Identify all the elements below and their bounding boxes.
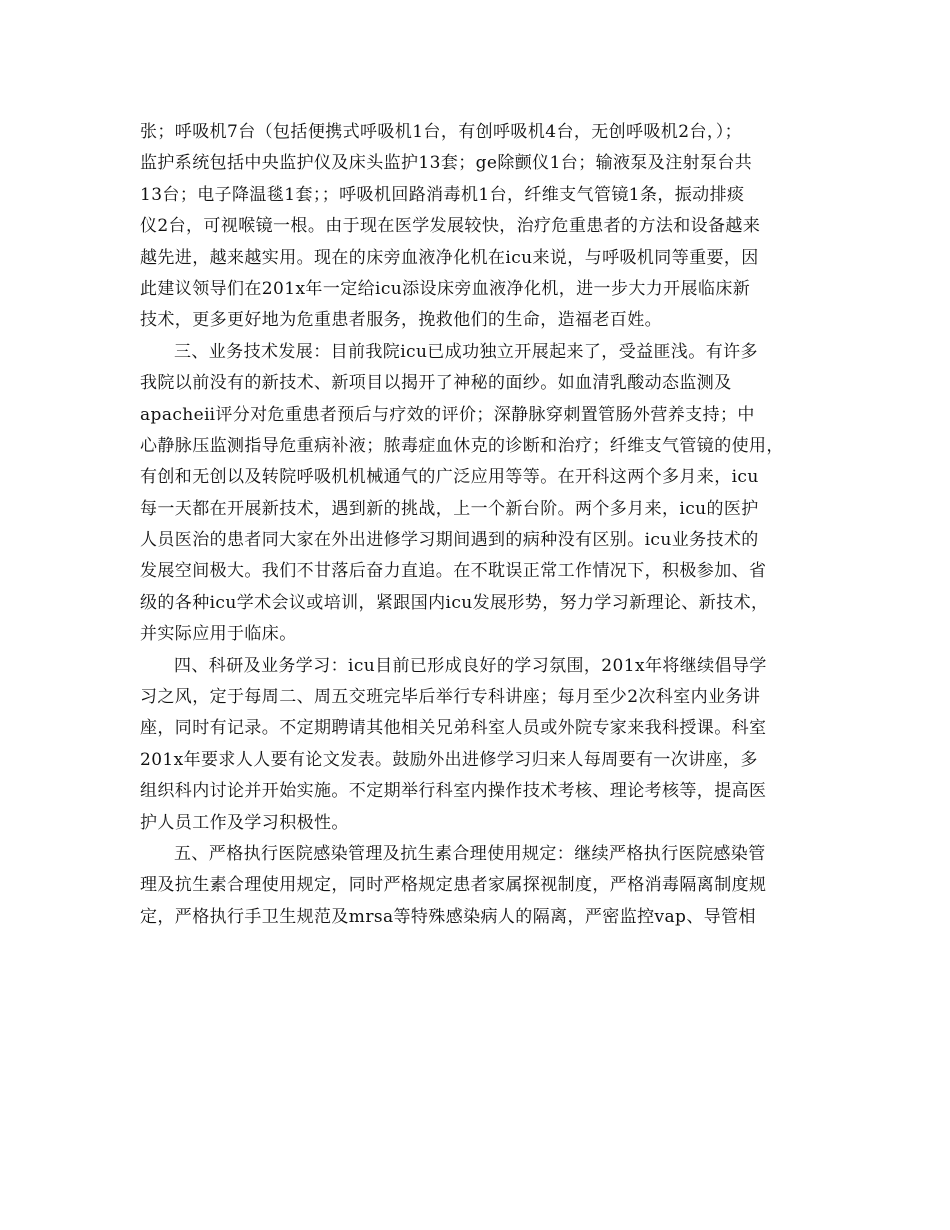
text-line: 人员医治的患者同大家在外出进修学习期间遇到的病种没有区别。icu业务技术的: [140, 530, 759, 551]
text-line: 每一天都在开展新技术，遇到新的挑战，上一个新台阶。两个多月来，icu的医护: [140, 498, 759, 519]
text-line: apacheⅱ评分对危重患者预后与疗效的评价；深静脉穿刺置管肠外营养支持；中: [140, 404, 755, 425]
text-line: 座，同时有记录。不定期聘请其他相关兄弟科室人员或外院专家来我科授课。科室: [140, 718, 767, 739]
text-line: 监护系统包括中央监护仪及床头监护13套；ge除颤仪1台；输液泵及注射泵台共: [140, 153, 753, 174]
text-line: 技术，更多更好地为危重患者服务，挽救他们的生命，造福老百姓。: [140, 310, 662, 331]
text-line: 护人员工作及学习积极性。: [140, 812, 349, 833]
text-line: 理及抗生素合理使用规定，同时严格规定患者家属探视制度，严格消毒隔离制度规: [140, 875, 767, 896]
text-line: 组织科内讨论并开始实施。不定期举行科室内操作技术考核、理论考核等，提高医: [140, 781, 767, 802]
text-line: 13台；电子降温毯1套；；呼吸机回路消毒机1台，纤维支气管镜1条，振动排痰: [140, 184, 745, 205]
text-line: 201x年要求人人要有论文发表。鼓励外出进修学习归来人每周要有一次讲座，多: [140, 749, 758, 770]
paragraph-first-line: 五、严格执行医院感染管理及抗生素合理使用规定：继续严格执行医院感染管: [174, 843, 766, 864]
text-line: 发展空间极大。我们不甘落后奋力直追。在不耽误正常工作情况下，积极参加、省: [140, 561, 767, 582]
paragraph-first-line: 三、业务技术发展：目前我院icu已成功独立开展起来了，受益匪浅。有许多: [174, 341, 758, 362]
text-line: 越先进，越来越实用。现在的床旁血液净化机在icu来说，与呼吸机同等重要，因: [140, 247, 759, 268]
text-line: 仪2台，可视喉镜一根。由于现在医学发展较快，治疗危重患者的方法和设备越来: [140, 216, 761, 237]
text-line: 此建议领导们在201x年一定给icu添设床旁血液净化机，进一步大力开展临床新: [140, 278, 751, 299]
text-line: 心静脉压监测指导危重病补液；脓毒症血休克的诊断和治疗；纤维支气管镜的使用，: [140, 435, 784, 456]
text-line: 有创和无创以及转院呼吸机机械通气的广泛应用等等。在开科这两个多月来，icu: [140, 467, 759, 488]
document-body: [140, 117, 830, 933]
text-line: 定，严格执行手卫生规范及mrsa等特殊感染病人的隔离，严密监控vap、导管相: [140, 906, 756, 927]
text-line: 张；呼吸机7台（包括便携式呼吸机1台，有创呼吸机4台，无创呼吸机2台，）；: [140, 122, 743, 142]
paragraph-first-line: 四、科研及业务学习：icu目前已形成良好的学习氛围，201x年将继续倡导学: [174, 655, 767, 676]
text-line: 级的各种icu学术会议或培训，紧跟国内icu发展形势，努力学习新理论、新技术，: [140, 592, 769, 613]
text-line: 并实际应用于临床。: [140, 624, 297, 645]
text-line: 我院以前没有的新技术、新项目以揭开了神秘的面纱。如血清乳酸动态监测及: [140, 373, 732, 394]
text-line: 习之风，定于每周二、周五交班完毕后举行专科讲座；每月至少2次科室内业务讲: [140, 687, 761, 708]
